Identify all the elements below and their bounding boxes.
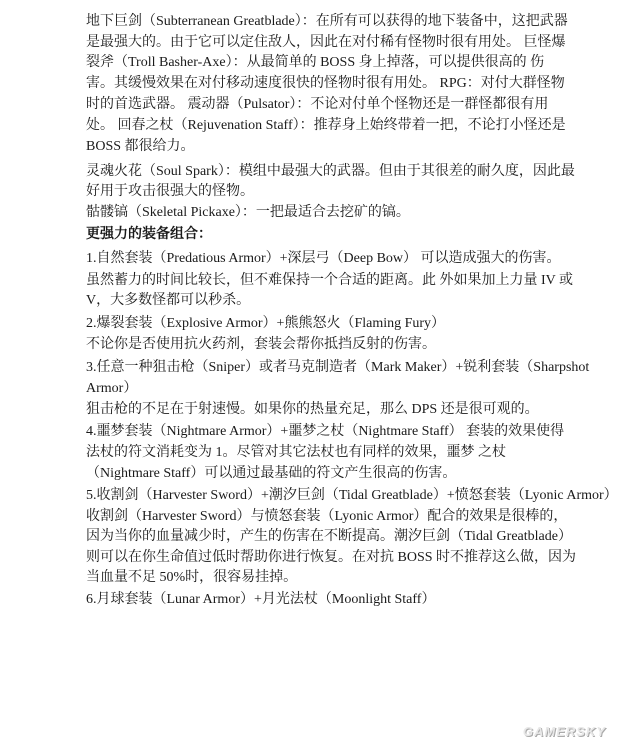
text-line: 狙击枪的不足在于射速慢。如果你的热量充足，那么 DPS 还是很可观的。 bbox=[86, 402, 539, 417]
text-line: BOSS 都很给力。 bbox=[86, 139, 195, 154]
text-line: （Nightmare Staff）可以通过最基础的符文产生很高的伤害。 bbox=[86, 466, 457, 481]
text-line: 地下巨剑（Subterranean Greatblade）：在所有可以获得的地下装备中，这把武器 bbox=[86, 14, 568, 29]
text-line: 1.自然套装（Predatious Armor）+深层弓（Deep Bow） 可以造成强大的伤害。 bbox=[86, 251, 561, 266]
text-line: 因为当你的血量减少时，产生的伤害在不断提高。潮汐巨剑（Tidal Greatblade） bbox=[86, 529, 572, 544]
text-line: 法杖的符文消耗变为 1。尽管对其它法杖也有同样的效果，噩梦 之杖 bbox=[86, 445, 506, 460]
text-line: 虽然蓄力的时间比较长，但不难保持一个合适的距离。此 外如果加上力量 IV 或 bbox=[86, 273, 574, 288]
text-line: V，大多数怪都可以秒杀。 bbox=[86, 293, 251, 308]
text-line: 2.爆裂套装（Explosive Armor）+熊熊怒火（Flaming Fury） bbox=[86, 316, 446, 331]
text-line: Armor） bbox=[86, 381, 138, 396]
text-line: 5.收割剑（Harvester Sword）+潮汐巨剑（Tidal Greatblade）+愤怒套装（Lyonic Armor） bbox=[86, 488, 618, 503]
text-line: 不论你是否使用抗火药剂，套装会帮你抵挡反射的伤害。 bbox=[86, 337, 436, 352]
text-line: 时的首选武器。 震动器（Pulsator）：不论对付单个怪物还是一群怪都很有用 bbox=[86, 97, 549, 112]
text-line: 是最强大的。由于它可以定住敌人，因此在对付稀有怪物时很有用处。 巨怪爆 bbox=[86, 35, 566, 50]
text-line: 4.噩梦套装（Nightmare Armor）+噩梦之杖（Nightmare Staff） 套装的效果使得 bbox=[86, 424, 565, 439]
text-line: 则可以在你生命值过低时帮助你进行恢复。在对抗 BOSS 时不推荐这么做，因为 bbox=[86, 550, 577, 565]
text-line: 当血量不足 50%时，很容易挂掉。 bbox=[86, 570, 298, 585]
text-line: 骷髅镐（Skeletal Pickaxe）：一把最适合去挖矿的镐。 bbox=[86, 205, 410, 220]
text-line: 收割剑（Harvester Sword）与愤怒套装（Lyonic Armor）配合的效果是很棒的， bbox=[86, 509, 568, 524]
watermark-logo: GAMERSKY bbox=[522, 724, 606, 739]
section-heading: 更强力的装备组合： bbox=[86, 227, 212, 242]
text-line: 好用于攻击很强大的怪物。 bbox=[86, 184, 254, 199]
text-line: 害。其缓慢效果在对付移动速度很快的怪物时很有用处。 RPG：对付大群怪物 bbox=[86, 76, 565, 91]
text-line: 裂斧（Troll Basher-Axe）：从最简单的 BOSS 身上掉落，可以提供很高的 伤 bbox=[86, 55, 545, 70]
text-line: 处。 回春之杖（Rejuvenation Staff）：推荐身上始终带着一把，不论打小怪还是 bbox=[86, 118, 566, 133]
text-line: 灵魂火花（Soul Spark）：模组中最强大的武器。但由于其很差的耐久度，因此最 bbox=[86, 164, 575, 179]
text-line: 6.月球套装（Lunar Armor）+月光法杖（Moonlight Staff） bbox=[86, 592, 436, 607]
text-line: 3.任意一种狙击枪（Sniper）或者马克制造者（Mark Maker）+锐利套装（Sharpshot bbox=[86, 360, 590, 375]
